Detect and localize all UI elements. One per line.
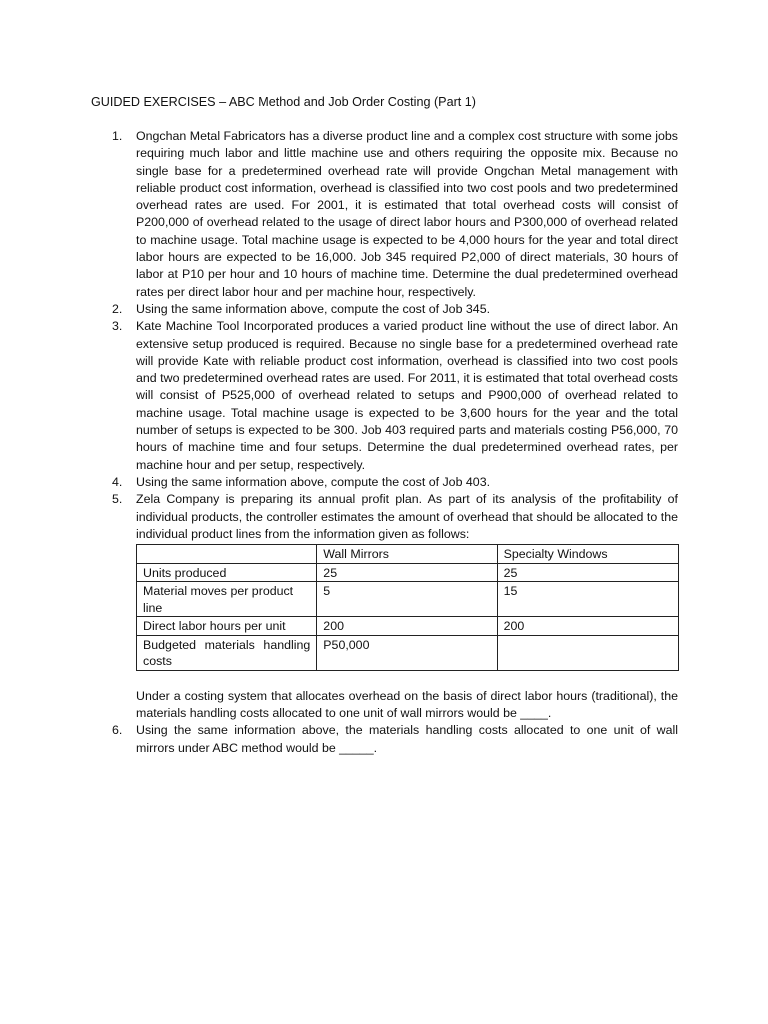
exercise-item-2 [91,301,678,318]
item-text: Ongchan Metal Fabricators has a diverse product line and a complex cost structure with some jobs requiring much labor and little machine use and others requiring the opposite mix. Because no single base for a predetermined overhead rate will provide Ongchan Metal management with reliable product cost information, overhead is classified into two cost pools and two predetermined overhead rates are used. For 2001, it is estimated that total overhead costs will consist of P200,000 of overhead related to the usage of direct labor hours and P300,000 of overhead related to machine usage. Total machine usage is expected to be 4,000 hours for the year and total direct labor hours are expected to be 16,000. Job 345 required P2,000 of direct materials, 30 hours of labor at P10 per hour and 10 hours of machine time. Determine the dual predetermined overhead rates per direct labor hour and per machine hour, respectively. [136,129,678,299]
table-row [137,617,679,636]
table-header-cell: Wall Mirrors [317,545,497,564]
table-cell [497,635,678,670]
table-row-label: Units produced [137,563,317,582]
item-number: 6. [112,723,123,738]
table-cell: 200 [317,617,497,636]
table-cell: 200 [497,617,678,636]
table-row-label: Direct labor hours per unit [137,617,317,636]
item-text: Using the same information above, the materials handling costs allocated to one unit of wall mirrors under ABC method would be _____. [136,723,678,755]
table-row-label: Material moves per product line [137,582,317,617]
table-cell: P50,000 [317,635,497,670]
exercise-item-1 [91,128,678,301]
item-number: 3. [112,319,123,334]
table-cell: 25 [497,563,678,582]
table-header-row [137,545,679,564]
table-header-cell: Specialty Windows [497,545,678,564]
item-text: Using the same information above, compute the cost of Job 403. [136,474,491,489]
exercise-item-6 [91,722,678,757]
table-cell: 25 [317,563,497,582]
item-number: 2. [112,301,123,316]
table-header-cell [137,545,317,564]
item-text: Kate Machine Tool Incorporated produces a varied product line without the use of direct labor. An extensive setup produced is required. Because no single base for a predetermined overhead rate will provide Kate with reliable product cost information, overhead is classified into two cost pools and two predetermined overhead rates are used. For 2011, it is estimated that total overhead costs will consist of P525,000 of overhead related to setups and P900,000 of overhead related to machine usage. Total machine usage is expected to be 3,600 hours for the year and the total number of setups is expected to be 300. Job 403 required parts and materials costing P56,000, 70 hours of machine time and four setups. Determine the dual predetermined overhead rates, per machine hour and per setup, respectively. [136,319,678,472]
table-cell: 5 [317,582,497,617]
table-row-label: Budgeted materials handling costs [137,635,317,670]
table-row [137,635,679,670]
item-number: 1. [112,129,123,143]
table-row [137,582,679,617]
item-number: 5. [112,492,123,507]
table-cell: 15 [497,582,678,617]
document-title: GUIDED EXERCISES – ABC Method and Job Order Costing (Part 1) [91,95,476,109]
item-text: Using the same information above, compute the cost of Job 345. [136,301,491,316]
item-text: Zela Company is preparing its annual profit plan. As part of its analysis of the profitability of individual products, the controller estimates the amount of overhead that should be allocated to the individual product lines from the information given as follows: [136,492,678,541]
exercise-item-4 [91,474,678,491]
item-note: Under a costing system that allocates overhead on the basis of direct labor hours (traditional), the materials handling costs allocated to one unit of wall mirrors would be ____. [136,688,678,720]
overhead-data-table [136,544,679,671]
exercise-item-3 [91,318,678,474]
exercise-list [91,128,678,757]
table-row [137,563,679,582]
item-number: 4. [112,474,123,489]
exercise-item-5 [91,491,678,722]
